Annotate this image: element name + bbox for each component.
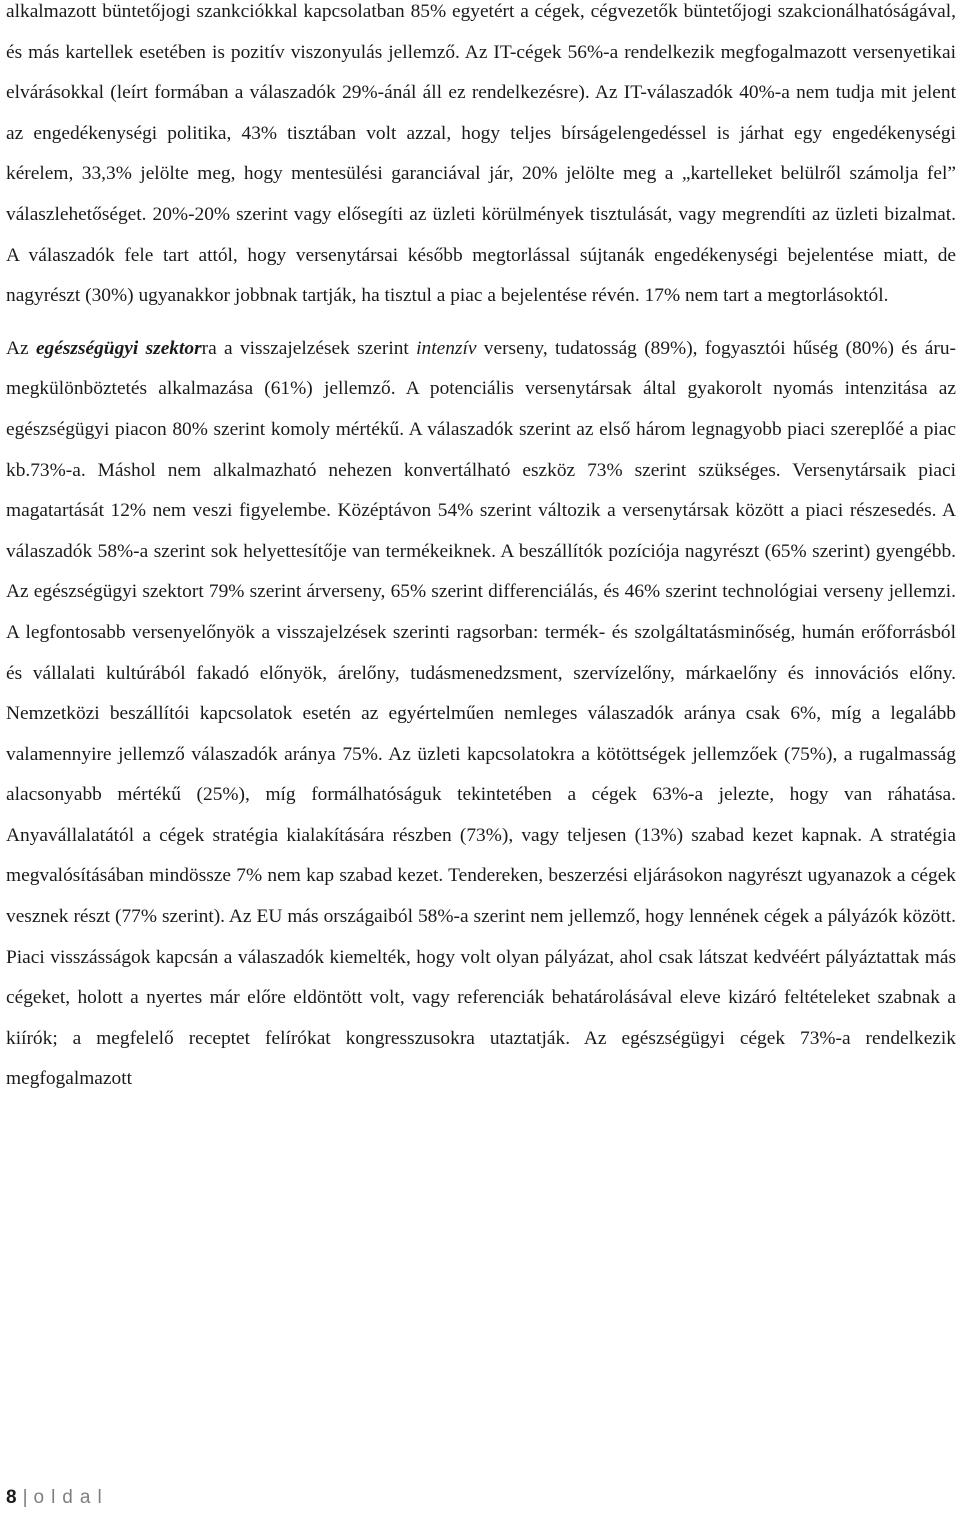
- sector-emphasis: egészségügyi szektor: [35, 337, 202, 359]
- body-paragraph-1: alkalmazott büntetőjogi szankciókkal kapcsolatban 85% egyetért a cégek, cégvezetők büntetőjogi szakcionálhatóságával, és más kartellek esetében is pozitív viszonyulás jellemző. Az IT-cégek 56%-a rendelkezik megfogalmazott versenyetikai elvárásokkal (leírt formában a válaszadók 29%-ánál áll ez rendelkezésre). Az IT-válaszadók 40%-a nem tudja mit jelent az engedékenységi politika, 43% tisztában volt azzal, hogy teljes bírságelengedéssel is járhat egy engedékenységi kérelem, 33,3% jelölte meg, hogy mentesülési garanciával jár, 20% jelölte meg a „kartelleket belülről számolja fel” válaszlehetőséget. 20%-20% szerint vagy elősegíti az üzleti körülmények tisztulását, vagy megrendíti az üzleti bizalmat. A válaszadók fele tart attól, hogy versenytársai később megtorlással sújtanák engedékenységi bejelentése miatt, de nagyrészt (30%) ugyanakkor jobbnak tartják, ha tisztul a piac a bejelentése révén. 17% nem tart a megtorlásoktól.: [6, 1, 956, 307]
- paragraph-lead: Az: [6, 337, 36, 359]
- paragraph-body: verseny, tudatosság (89%), fogyasztói hűség (80%) és áru-megkülönböztetés alkalmazása (61%) jellemző. A potenciális versenytársak által gyakorolt nyomás intenzitása az egészségügyi piacon 80% szerint komoly mértékű. A válaszadók szerint az első három legnagyobb piaci szereplőé a piac kb.73%-a. Máshol nem alkalmazható nehezen konvertálható eszköz 73% szerint szükséges. Versenytársaik piaci magatartását 12% nem veszi figyelembe. Középtávon 54% szerint változik a versenytársak között a piaci részesedés. A válaszadók 58%-a szerint sok helyettesítője van termékeiknek. A beszállítók pozíciója nagyrészt (65% szerint) gyengébb. Az egészségügyi szektort 79% szerint árverseny, 65% szerint differenciálás, és 46% szerint technológiai verseny jellemzi. A legfontosabb versenyelőnyök a visszajelzések szerinti ragsorban: termék- és szolgáltatásminőség, humán erőforrásból és vállalati kultúrából fakadó előnyök, árelőny, tudásmenedzsment, szervízelőny, márkaelőny és innovációs előny. Nemzetközi beszállítói kapcsolatok esetén az egyértelműen nemleges válaszadók aránya csak 6%, míg a legalább valamennyire jellemző válaszadók aránya 75%. Az üzleti kapcsolatokra a kötöttségek jellemzőek (75%), a rugalmasság alacsonyabb mértékű (25%), míg formálhatóságuk tekintetében a cégek 63%-a jelezte, hogy van ráhatása. Anyavállalatától a cégek stratégia kialakítására részben (73%), vagy teljesen (13%) szabad kezet kapnak. A stratégia megvalósításában mindössze 7% nem kap szabad kezet. Tendereken, beszerzési eljárásokon nagyrészt ugyanazok a cégek vesznek részt (77% szerint). Az EU más országaiból 58%-a szerint nem jellemző, hogy lennének cégek a pályázók között. Piaci visszásságok kapcsán a válaszadók kiemelték, hogy volt olyan pályázat, ahol csak látszat kedvéért pályáztattak más cégeket, holott a nyertes már előre eldöntött volt, vagy referenciák behatárolásával eleve kizáró feltételeket szabnak a kiírók; a megfelelő receptet felírókat kongresszusokra utaztatják. Az egészségügyi cégek 73%-a rendelkezik megfogalmazott: [6, 337, 957, 1090]
- footer-separator: |: [22, 1487, 28, 1508]
- document-page: [6, 0, 956, 1100]
- body-paragraph-2: [6, 329, 956, 1100]
- page-number: 8: [6, 1487, 17, 1508]
- sector-suffix: ra a visszajelzések szerint: [201, 337, 417, 359]
- page-footer: [6, 1486, 109, 1510]
- page-label: oldal: [33, 1487, 109, 1508]
- intensive-emphasis: intenzív: [416, 337, 477, 359]
